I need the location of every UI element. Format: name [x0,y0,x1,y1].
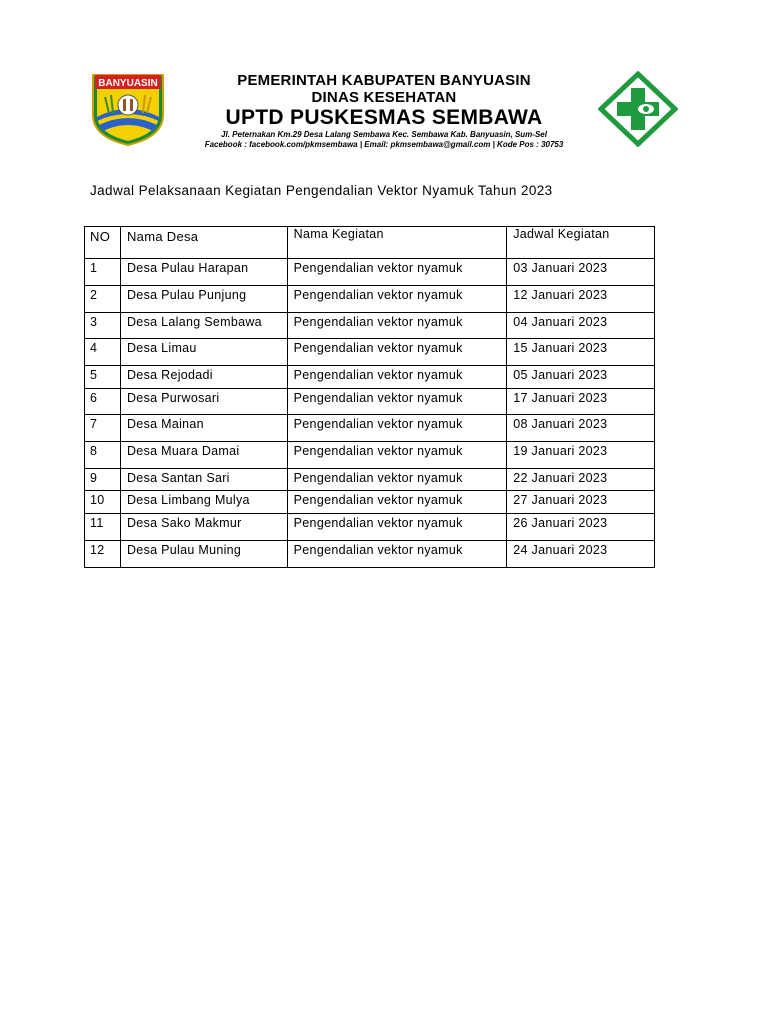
cell-desa: Desa Pulau Muning [120,541,287,568]
cell-jadwal: 22 Januari 2023 [507,469,655,491]
cell-jadwal: 17 Januari 2023 [507,389,655,415]
cell-desa: Desa Limbang Mulya [120,491,287,514]
cell-desa: Desa Santan Sari [120,469,287,491]
contact-line: Facebook : facebook.com/pkmsembawa | Email: pkmsembawa@gmail.com | Kode Pos : 30753 [204,140,564,149]
cell-jadwal: 04 Januari 2023 [507,313,655,339]
puskesmas-logo-icon [598,71,678,147]
cell-jadwal: 24 Januari 2023 [507,541,655,568]
table-row [85,389,655,415]
cell-jadwal: 27 Januari 2023 [507,491,655,514]
cell-kegiatan: Pengendalian vektor nyamuk [287,415,507,442]
header-no: NO [85,227,121,259]
department-name: DINAS KESEHATAN [311,89,457,106]
table-row [85,541,655,568]
cell-jadwal: 08 Januari 2023 [507,415,655,442]
cell-kegiatan: Pengendalian vektor nyamuk [287,313,507,339]
institution-name: UPTD PUSKESMAS SEMBAWA [225,106,543,129]
table-header-row [85,227,655,259]
cell-no: 11 [85,514,121,541]
table-row [85,313,655,339]
cell-desa: Desa Pulau Punjung [120,286,287,313]
cell-jadwal: 26 Januari 2023 [507,514,655,541]
cell-no: 10 [85,491,121,514]
header-nama-kegiatan: Nama Kegiatan [287,227,507,259]
cell-no: 2 [85,286,121,313]
banyuasin-emblem-icon [87,71,169,147]
cell-kegiatan: Pengendalian vektor nyamuk [287,389,507,415]
table-row [85,415,655,442]
cell-desa: Desa Mainan [120,415,287,442]
cell-kegiatan: Pengendalian vektor nyamuk [287,339,507,366]
cell-no: 1 [85,259,121,286]
cell-desa: Desa Sako Makmur [120,514,287,541]
cell-kegiatan: Pengendalian vektor nyamuk [287,366,507,389]
cell-desa: Desa Limau [120,339,287,366]
table-row [85,259,655,286]
cell-no: 9 [85,469,121,491]
cell-kegiatan: Pengendalian vektor nyamuk [287,491,507,514]
cell-no: 12 [85,541,121,568]
cell-no: 8 [85,442,121,469]
table-row [85,366,655,389]
cell-jadwal: 19 Januari 2023 [507,442,655,469]
header-jadwal-kegiatan: Jadwal Kegiatan [507,227,655,259]
document-title: Jadwal Pelaksanaan Kegiatan Pengendalian Vektor Nyamuk Tahun 2023 [90,183,553,198]
cell-kegiatan: Pengendalian vektor nyamuk [287,259,507,286]
cell-jadwal: 12 Januari 2023 [507,286,655,313]
table-row [85,514,655,541]
cell-jadwal: 03 Januari 2023 [507,259,655,286]
banyuasin-logo-text: BANYUASIN [98,78,158,89]
table-row [85,286,655,313]
cell-no: 5 [85,366,121,389]
table-row [85,339,655,366]
cell-kegiatan: Pengendalian vektor nyamuk [287,469,507,491]
cell-no: 7 [85,415,121,442]
cell-desa: Desa Pulau Harapan [120,259,287,286]
government-name: PEMERINTAH KABUPATEN BANYUASIN [237,72,531,89]
table-row [85,491,655,514]
cell-desa: Desa Lalang Sembawa [120,313,287,339]
schedule-table [84,226,655,568]
cell-jadwal: 15 Januari 2023 [507,339,655,366]
cell-desa: Desa Rejodadi [120,366,287,389]
cell-no: 3 [85,313,121,339]
cell-kegiatan: Pengendalian vektor nyamuk [287,286,507,313]
cell-kegiatan: Pengendalian vektor nyamuk [287,514,507,541]
letterhead [170,72,598,150]
cell-no: 4 [85,339,121,366]
table-row [85,442,655,469]
table-row [85,469,655,491]
address-line: Jl. Peternakan Km.29 Desa Lalang Sembawa Kec. Sembawa Kab. Banyuasin, Sum-Sel [221,130,547,139]
cell-desa: Desa Muara Damai [120,442,287,469]
cell-jadwal: 05 Januari 2023 [507,366,655,389]
cell-kegiatan: Pengendalian vektor nyamuk [287,541,507,568]
cell-no: 6 [85,389,121,415]
cell-kegiatan: Pengendalian vektor nyamuk [287,442,507,469]
cell-desa: Desa Purwosari [120,389,287,415]
header-nama-desa: Nama Desa [120,227,287,259]
